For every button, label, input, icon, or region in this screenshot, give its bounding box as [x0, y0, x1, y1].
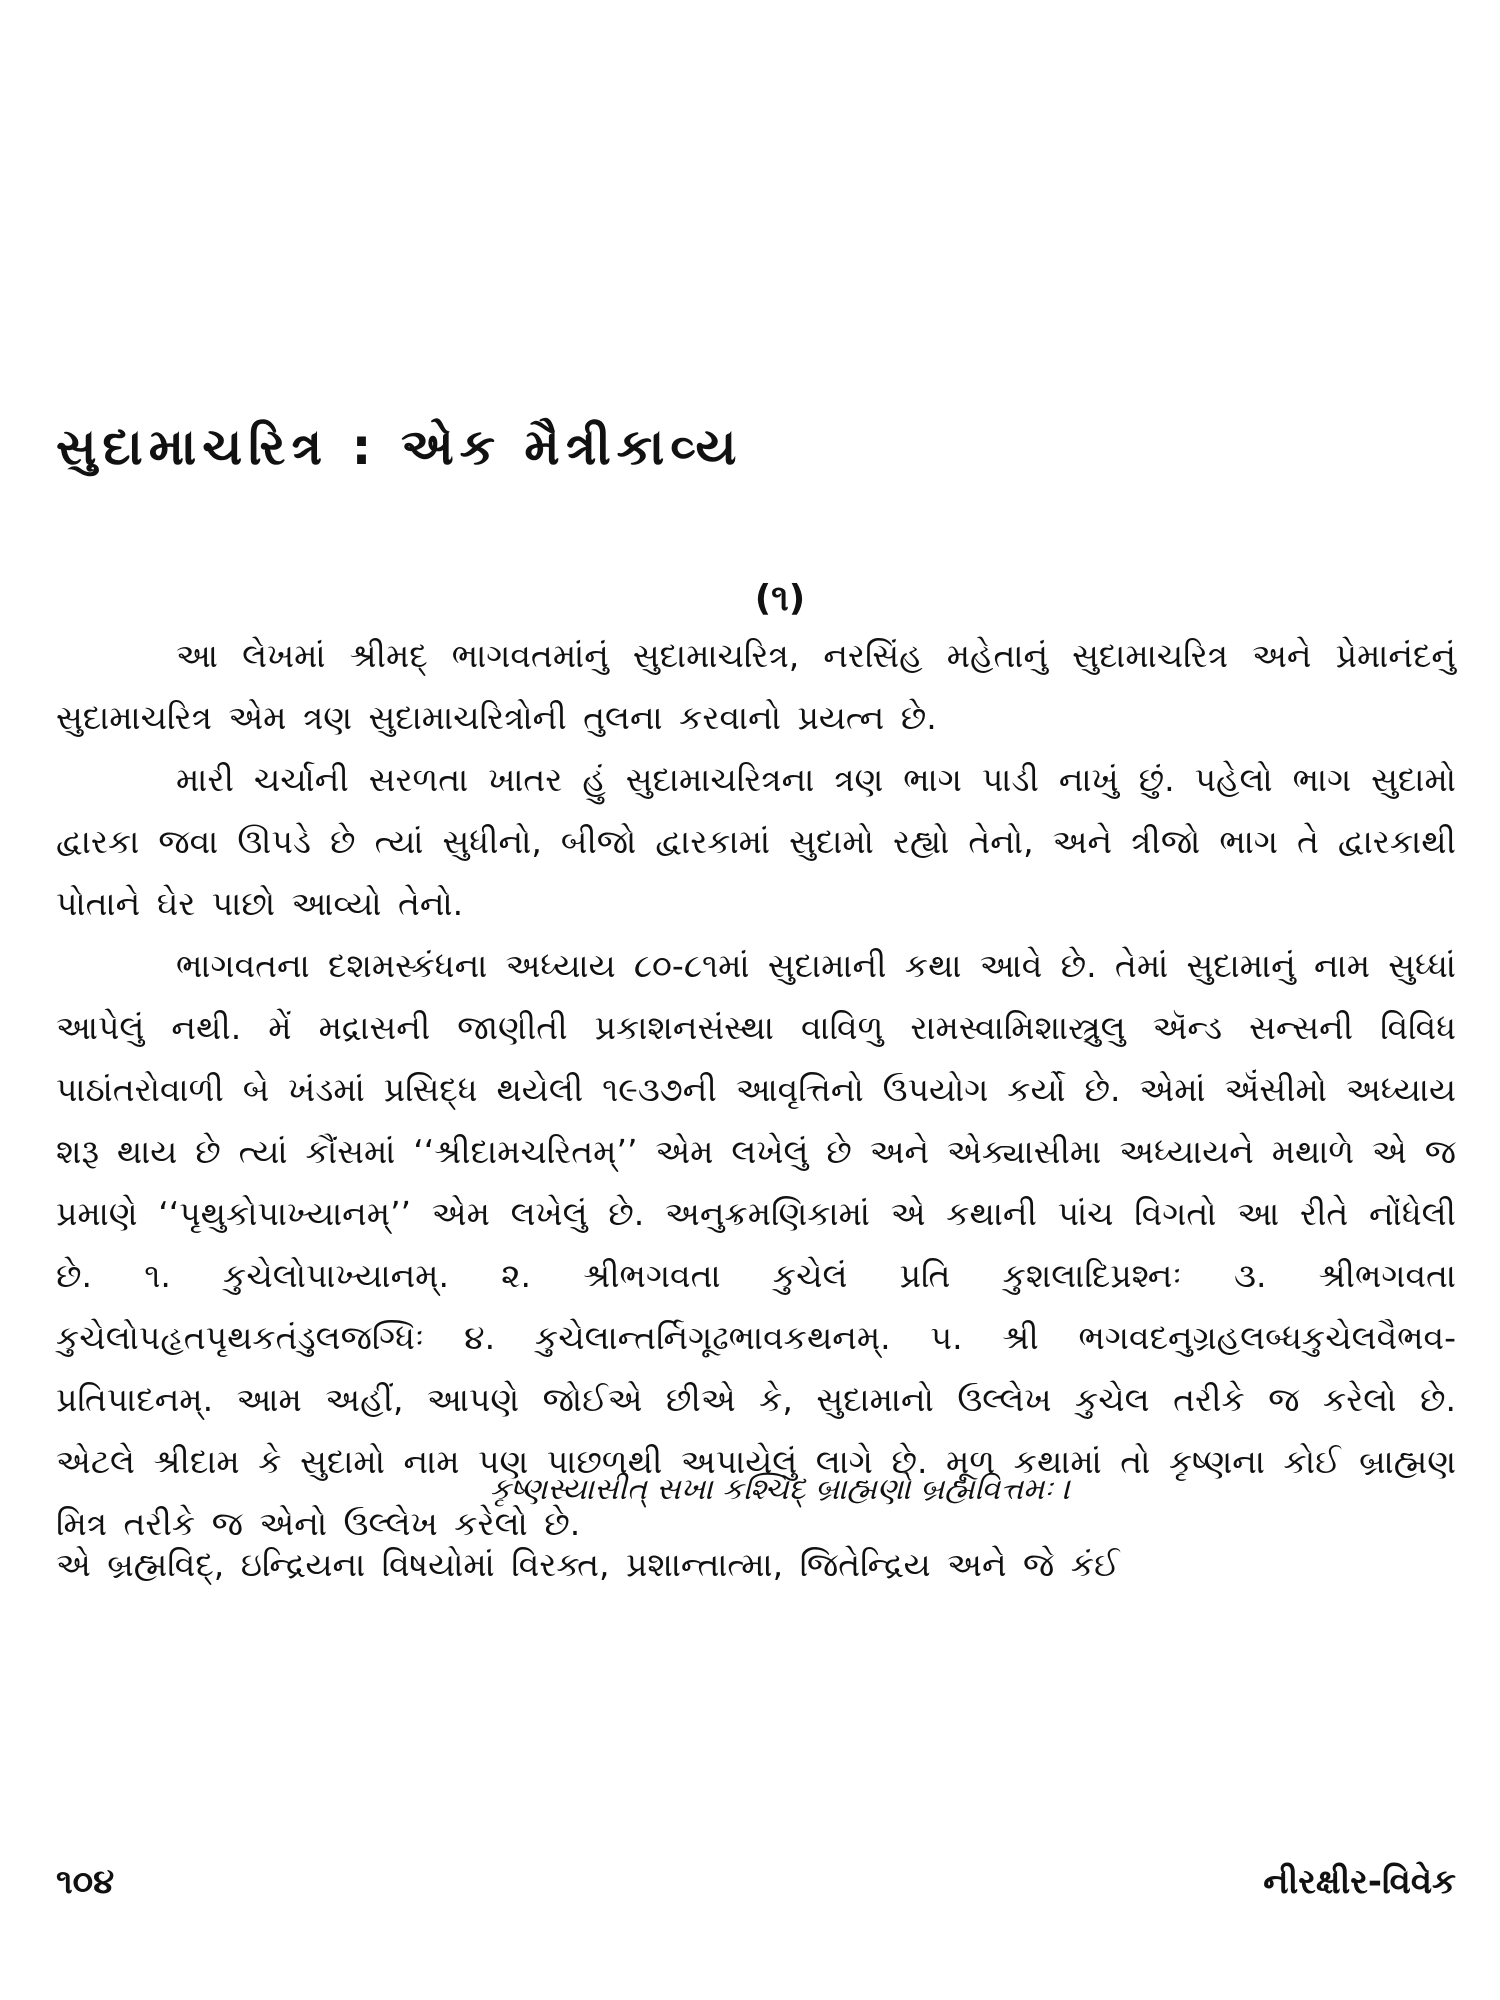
paragraph-2: મારી ચર્ચાની સરળતા ખાતર હું સુદામાચરિત્રના ત્રણ ભાગ પાડી નાખું છું. પહેલો ભાગ સુદામો દ્વારકા જવા ઊપડે છે ત્યાં સુધીનો, બીજો દ્વારકામાં સુદામો રહ્યો તેનો, અને ત્રીજો ભાગ તે દ્વારકાથી પોતાને ઘેર પાછો આવ્યો તેનો. — [56, 760, 1456, 923]
page-number: ૧૦૪ — [56, 1862, 115, 1902]
paragraph-3: ભાગવતના દશમસ્કંધના અધ્યાય ૮૦-૮૧માં સુદામાની કથા આવે છે. તેમાં સુદામાનું નામ સુધ્ધાં આપેલું નથી. મેં મદ્રાસની જાણીતી પ્રકાશનસંસ્થા વાવિળુ રામસ્વામિશાસ્ત્રુલુ ઍન્ડ સન્સની વિવિધ પાઠાંતરોવાળી બે ખંડમાં પ્રસિદ્ધ થયેલી ૧૯૩૭ની આવૃત્તિનો ઉપયોગ કર્યો છે. એમાં ઍંસીમો અધ્યાય શરૂ થાય છે ત્યાં કૌંસમાં ‘‘શ્રીદામચરિતમ્’’ એમ લખેલું છે અને એક્યાસીમા અધ્યાયને મથાળે એ જ પ્રમાણે ‘‘પૃથુકોપાખ્યાનમ્’’ એમ લખેલું છે. અનુક્રમણિકામાં એ કથાની પાંચ વિગતો આ રીતે નોંધેલી છે. ૧. કુચેલોપાખ્યાનમ્. ૨. શ્રીભગવતા કુચેલં પ્રતિ કુશલાદિપ્રશ્નઃ ૩. શ્રીભગવતા કુચેલોપહૃતપૃથકતંડુલજગ્ધિઃ ૪. કુચેલાન્તર્નિગૂઢભાવકથનમ્. ૫. શ્રી ભગવદનુગ્રહલબ્ધકુચેલવૈભવ-પ્રતિપાદનમ્. આમ અહીં, આપણે જોઈએ છીએ કે, સુદામાનો ઉલ્લેખ કુચેલ તરીકે જ કરેલો છે. એટલે શ્રીદામ કે સુદામો નામ પણ પાછળથી અપાયેલું લાગે છે. મૂળ કથામાં તો કૃષ્ણના કોઈ બ્રાહ્મણ મિત્ર તરીકે જ એનો ઉલ્લેખ કરેલો છે. — [56, 946, 1456, 1543]
book-title: નીરક્ષીર-વિવેક — [1263, 1862, 1456, 1902]
section-number: (૧) — [754, 578, 806, 619]
article-title: સુદામાચરિત્ર : એક મૈત્રીકાવ્ય — [56, 418, 743, 476]
sanskrit-verse: કૃષ્ણસ્યાસીત્ સખા કશ્ચિદ્ બ્રાહ્મણો બ્રહ્મવિત્તમઃ । — [489, 1472, 1071, 1507]
page-footer — [56, 1862, 1456, 1902]
paragraph-1: આ લેખમાં શ્રીમદ્ ભાગવતમાંનું સુદામાચરિત્ર, નરસિંહ મહેતાનું સુદામાચરિત્ર અને પ્રેમાનંદનું સુદામાચરિત્ર એમ ત્રણ સુદામાચરિત્રોની તુલના કરવાનો પ્રયત્ન છે. — [56, 636, 1456, 737]
article-body — [56, 625, 1456, 1555]
continuation-line: એ બ્રહ્મવિદ્, ઇન્દ્રિયના વિષયોમાં વિરક્ત, પ્રશાન્તાત્મા, જિતેન્દ્રિય અને જે કંઈ — [56, 1545, 1120, 1584]
